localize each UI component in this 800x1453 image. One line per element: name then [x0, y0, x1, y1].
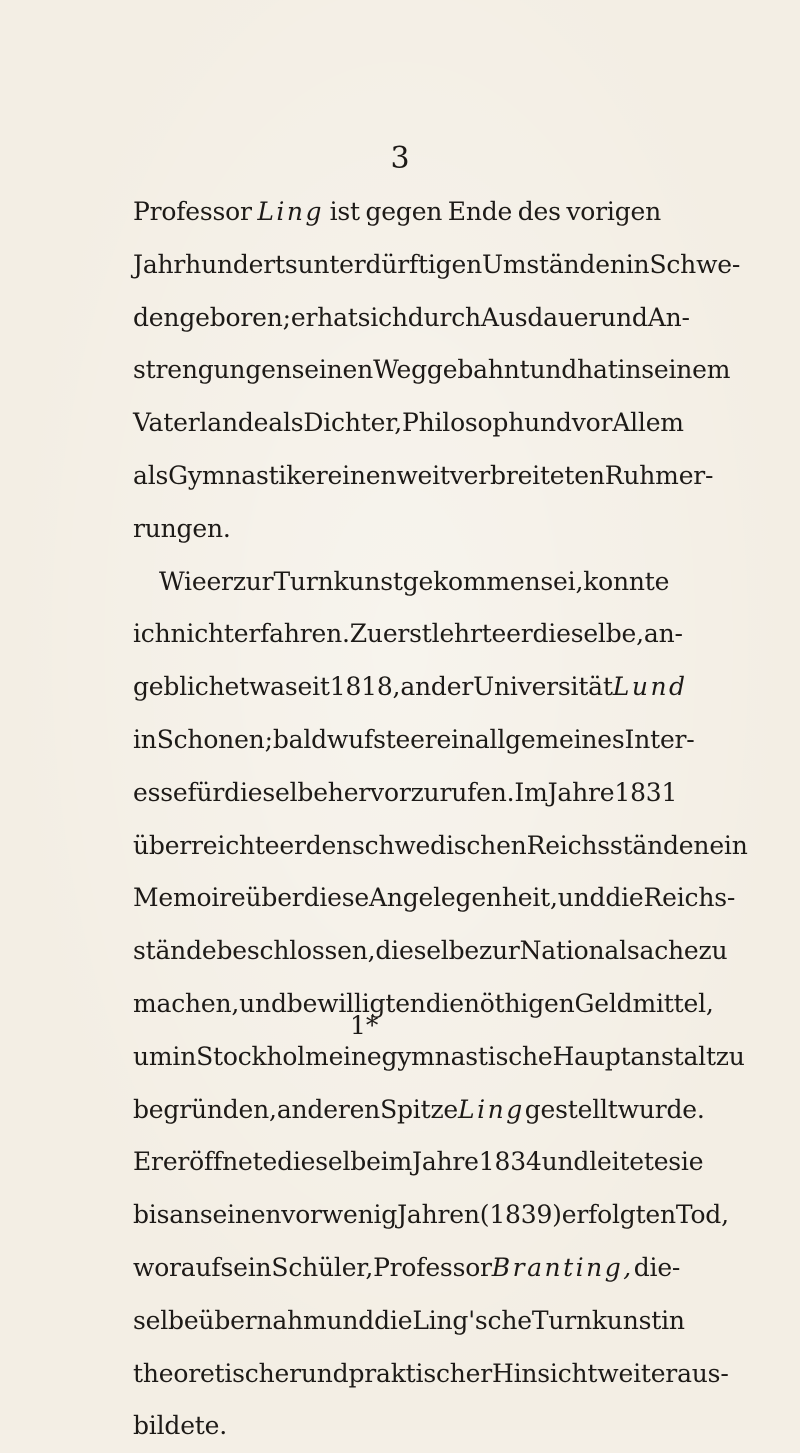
word: Jahrhunderts [133, 249, 298, 279]
word: bildete. [133, 1411, 227, 1441]
word: eröffnete [162, 1147, 278, 1177]
word: bis [133, 1200, 170, 1230]
word: Jahre [412, 1147, 479, 1177]
word: Hauptanstalt [552, 1041, 716, 1071]
text-line [133, 978, 714, 1031]
word: schwedischen [352, 830, 527, 860]
word: den [305, 830, 353, 860]
word: wurde. [617, 1094, 705, 1124]
word: geblich [133, 672, 225, 702]
word: Schwe- [649, 249, 741, 279]
body-text [133, 186, 748, 1453]
word: Stockholm [196, 1041, 329, 1071]
text-line [133, 872, 736, 925]
word: und [600, 302, 648, 332]
word: Weg [373, 355, 427, 385]
word: sie [668, 1147, 704, 1177]
word: sich [357, 302, 408, 332]
word: Im [514, 777, 548, 807]
word: im [380, 1147, 412, 1177]
word: er [279, 830, 306, 860]
word: Schüler, [271, 1252, 374, 1282]
word: gestellt [524, 1094, 618, 1124]
word: Inter- [624, 724, 695, 754]
word: Hinsicht [492, 1358, 598, 1388]
word: 1818, [329, 672, 401, 702]
text-line [133, 1136, 704, 1189]
word: Ling'sche [412, 1305, 532, 1335]
word: und [529, 355, 578, 385]
text-line [133, 1242, 681, 1295]
word: Ruhm [604, 460, 679, 490]
word: Philosoph [401, 408, 525, 438]
word: Nationalsache [519, 936, 699, 966]
word: ein [709, 830, 748, 860]
word: und [524, 408, 572, 438]
word: sei, [540, 566, 584, 596]
word: lehrte [431, 619, 507, 649]
word: gekommen [402, 566, 541, 596]
text-line [133, 450, 714, 503]
word: 1834 [478, 1147, 542, 1177]
word: nicht [170, 619, 234, 649]
word: Dichter, [303, 408, 402, 438]
word: hat [317, 302, 358, 332]
place-name: Lund [612, 672, 688, 702]
word: Zuerst [349, 619, 432, 649]
text-line [133, 1348, 729, 1401]
word: seinen [291, 355, 374, 385]
word: vor [281, 1200, 322, 1230]
word: worauf [133, 1252, 221, 1282]
word: die [374, 1305, 413, 1335]
word: gegen [365, 197, 443, 226]
word: einen [327, 460, 397, 490]
word: er [206, 566, 233, 596]
word: er [410, 724, 437, 754]
word: Professor [133, 197, 252, 226]
word: gymnastische [381, 1041, 553, 1071]
word: Gymnastiker [168, 460, 328, 490]
word: und [541, 1147, 590, 1177]
word: ich [133, 619, 171, 649]
word: weitverbreiteten [396, 460, 605, 490]
word: und [239, 988, 287, 1018]
word: unter [297, 249, 366, 279]
word: stände [133, 936, 217, 966]
word: strengungen [133, 355, 292, 385]
word: Tod, [675, 1200, 729, 1230]
person-name: Ling [458, 1094, 525, 1124]
word: bald [272, 724, 327, 754]
word: Universität [473, 672, 613, 702]
word: Jahren [397, 1200, 480, 1230]
word: hat [577, 355, 618, 385]
word: Professor [373, 1252, 492, 1282]
word: rungen. [133, 513, 231, 543]
word: Er [133, 1147, 163, 1177]
word: des [517, 197, 561, 226]
text-line [133, 397, 684, 450]
word: esse [133, 777, 188, 807]
word: in [661, 1305, 685, 1335]
word: bewilligten [286, 988, 426, 1018]
word: Turnkunst [531, 1305, 662, 1335]
word: durch [407, 302, 481, 332]
word: ist [329, 197, 360, 226]
word: Jahre [547, 777, 615, 807]
word: und [557, 883, 606, 913]
word: beschlossen, [216, 936, 376, 966]
word: eine [328, 1041, 382, 1071]
word: aus- [677, 1358, 729, 1388]
word: sein [220, 1252, 272, 1282]
text-line [133, 292, 690, 345]
word: wufste [326, 724, 411, 754]
word: in [625, 249, 650, 279]
word: zu [698, 936, 728, 966]
word: an [400, 672, 431, 702]
word: zu [715, 1041, 745, 1071]
word: übernahm [198, 1305, 327, 1335]
word: in [133, 724, 157, 754]
word: seinen [199, 1200, 282, 1230]
word: machen, [133, 988, 240, 1018]
text-line [133, 556, 670, 609]
word: Memoire [133, 883, 246, 913]
text-line [133, 767, 678, 820]
word: Umständen [481, 249, 626, 279]
word: Allem [612, 408, 684, 438]
word: An- [647, 302, 690, 332]
text-line [133, 344, 731, 397]
word: an [169, 1200, 200, 1230]
word: konnte [583, 566, 670, 596]
word: zur [232, 566, 274, 596]
word: er [506, 619, 533, 649]
text-line [133, 608, 683, 661]
word: Turnkunst [273, 566, 403, 596]
word: vor [571, 408, 613, 438]
person-name: Branting, [491, 1252, 634, 1282]
word: ein [436, 724, 475, 754]
word: dieselbe [375, 936, 479, 966]
text-line [133, 661, 688, 714]
word: erfolgten [561, 1200, 676, 1230]
text-line [133, 1031, 745, 1084]
word: er- [678, 460, 714, 490]
page-number: 3 [390, 141, 410, 176]
word: überreichte [133, 830, 280, 860]
word: die [605, 883, 644, 913]
word: etwa [224, 672, 285, 702]
text-line [133, 239, 741, 292]
word: Ausdauer [480, 302, 601, 332]
word: seinem [641, 355, 731, 385]
word: die- [633, 1252, 681, 1282]
word: für [187, 777, 225, 807]
word: über [245, 883, 304, 913]
word: in [617, 355, 642, 385]
word: hervorzurufen. [327, 777, 515, 807]
word: die [425, 988, 464, 1018]
word: Schonen; [156, 724, 273, 754]
word: Geldmittel, [574, 988, 714, 1018]
word: er [290, 302, 318, 332]
word: dieselbe [224, 777, 328, 807]
word: nöthigen [463, 988, 575, 1018]
word: Ende [447, 197, 513, 226]
person-name: Ling [257, 197, 325, 226]
word: seit [284, 672, 330, 702]
word: leitete [589, 1147, 669, 1177]
text-line [133, 1400, 661, 1453]
word: begründen, [133, 1094, 277, 1124]
word: Wie [159, 566, 207, 596]
word: und [326, 1305, 375, 1335]
word: in [172, 1041, 197, 1071]
word: gebahnt [426, 355, 530, 385]
word: dieselbe [277, 1147, 381, 1177]
word: als [133, 460, 169, 490]
word: diese [303, 883, 369, 913]
word: wenig [321, 1200, 398, 1230]
word: Reichs- [643, 883, 736, 913]
text-line [133, 1295, 685, 1348]
text-line [133, 503, 661, 556]
signature-mark: 1* [350, 1011, 379, 1040]
word: dieselbe, [532, 619, 644, 649]
word: und [300, 1358, 349, 1388]
word: Reichsständen [526, 830, 710, 860]
word: (1839) [479, 1200, 562, 1230]
text-line [133, 1189, 729, 1242]
word: weiter [597, 1358, 678, 1388]
word: deren [307, 1094, 381, 1124]
word: als [268, 408, 304, 438]
word: Angelegenheit, [368, 883, 558, 913]
word: den [133, 302, 180, 332]
text-line [133, 714, 695, 767]
text-line [133, 925, 728, 978]
word: Spitze [380, 1094, 459, 1124]
word: praktischer [348, 1358, 492, 1388]
word: geboren; [179, 302, 291, 332]
word: um [133, 1041, 173, 1071]
text-line [133, 820, 748, 873]
word: vorigen [566, 197, 661, 226]
word: 1831 [614, 777, 678, 807]
word: erfahren. [233, 619, 350, 649]
text-line [133, 186, 661, 239]
word: allgemeines [474, 724, 625, 754]
word: zur [479, 936, 520, 966]
text-line [133, 1084, 705, 1137]
word: der [430, 672, 474, 702]
word: Vaterlande [133, 408, 269, 438]
word: dürftigen [365, 249, 482, 279]
word: selbe [133, 1305, 199, 1335]
word: theoretischer [133, 1358, 301, 1388]
word: an- [643, 619, 683, 649]
word: an [276, 1094, 308, 1124]
